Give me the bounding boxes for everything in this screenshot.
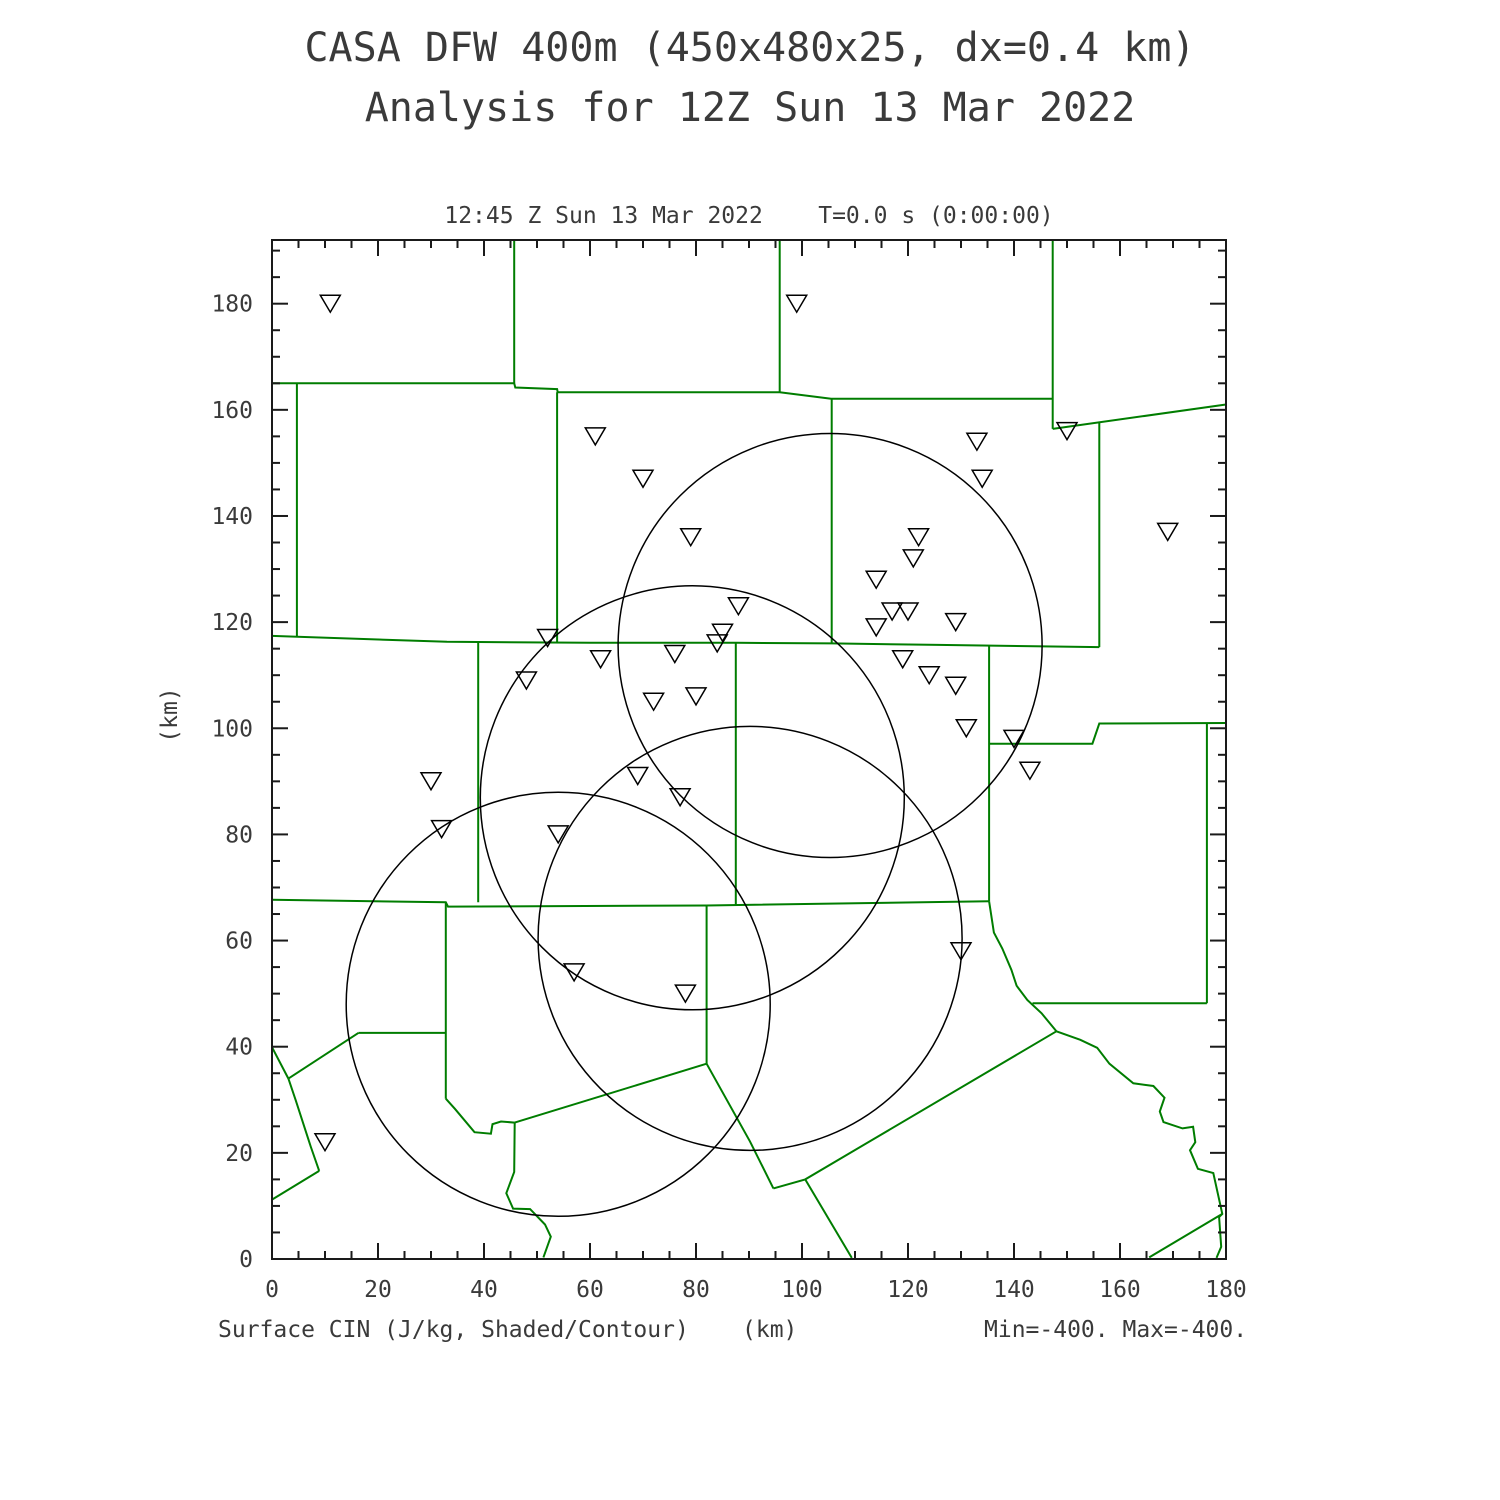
station-marker	[919, 667, 939, 684]
county-borders	[272, 240, 1226, 1258]
station-marker	[956, 720, 976, 737]
y-tick-label: 80	[225, 822, 253, 849]
county-border-line	[805, 1179, 852, 1258]
station-marker	[866, 571, 886, 588]
page-subtitle: Analysis for 12Z Sun 13 Mar 2022	[364, 85, 1136, 131]
y-tick-label: 60	[225, 928, 253, 955]
x-tick-label: 0	[265, 1277, 279, 1303]
station-marker	[686, 688, 706, 705]
y-tick-label: 160	[211, 397, 253, 424]
station-marker	[946, 677, 966, 694]
county-border-line	[288, 1033, 358, 1079]
station-marker	[633, 470, 653, 487]
station-marker	[909, 529, 929, 546]
station-marker	[591, 651, 611, 668]
y-axis-unit-label: (km)	[157, 687, 183, 743]
tick-labels	[211, 292, 1246, 1303]
station-marker	[675, 985, 695, 1002]
x-tick-label: 120	[887, 1277, 929, 1303]
plot-timestamp: 12:45 Z Sun 13 Mar 2022 T=0.0 s (0:00:00)	[444, 203, 1054, 229]
county-border-line	[272, 900, 989, 907]
radar-range-rings	[346, 434, 1042, 1217]
station-marker	[628, 768, 648, 785]
station-marker	[320, 295, 340, 312]
county-border-line	[989, 723, 1226, 744]
county-border-line	[989, 901, 1056, 1031]
county-border-line	[1149, 1214, 1222, 1258]
x-tick-label: 60	[576, 1277, 604, 1303]
y-tick-label: 0	[239, 1247, 253, 1273]
y-tick-label: 140	[211, 504, 253, 530]
county-border-line	[515, 1064, 707, 1123]
station-marker	[421, 773, 441, 790]
y-tick-label: 120	[211, 610, 253, 637]
station-marker	[665, 646, 685, 663]
station-marker	[713, 624, 733, 641]
county-border-line	[272, 1171, 319, 1200]
station-marker	[893, 651, 913, 668]
x-tick-label: 20	[364, 1277, 392, 1303]
station-marker	[681, 529, 701, 546]
station-marker	[787, 295, 807, 312]
x-tick-label: 100	[781, 1277, 823, 1303]
x-tick-label: 80	[682, 1277, 710, 1303]
station-marker	[1020, 762, 1040, 779]
county-border-line	[1056, 1031, 1222, 1258]
min-max-label: Min=-400. Max=-400.	[984, 1317, 1248, 1343]
x-tick-label: 140	[993, 1277, 1035, 1303]
county-border-line	[288, 1079, 319, 1171]
page-title: CASA DFW 400m (450x480x25, dx=0.4 km)	[304, 25, 1196, 71]
station-marker	[903, 550, 923, 567]
county-border-line	[1053, 405, 1226, 429]
station-marker	[644, 693, 664, 710]
x-axis-unit-label: (km)	[742, 1317, 798, 1343]
station-marker	[972, 470, 992, 487]
y-tick-label: 40	[225, 1034, 253, 1061]
station-marker	[946, 614, 966, 631]
station-marker	[315, 1134, 335, 1151]
y-tick-label: 100	[211, 716, 253, 743]
radar-range-ring	[480, 586, 904, 1010]
station-marker	[967, 433, 987, 450]
county-border-line	[446, 1099, 515, 1134]
station-marker	[1158, 523, 1178, 540]
x-tick-label: 160	[1099, 1277, 1141, 1303]
station-marker	[728, 598, 748, 615]
station-marker	[866, 619, 886, 636]
y-tick-label: 20	[225, 1140, 253, 1167]
x-tick-label: 40	[470, 1277, 498, 1303]
county-border-line	[707, 1064, 774, 1189]
county-border-line	[272, 383, 1053, 398]
county-border-line	[773, 1031, 1056, 1188]
station-marker	[585, 428, 605, 445]
y-tick-label: 180	[211, 291, 253, 318]
station-marker	[538, 630, 558, 647]
station-marker	[670, 789, 690, 806]
county-border-line	[506, 1123, 551, 1258]
field-description: Surface CIN (J/kg, Shaded/Contour)	[218, 1317, 689, 1343]
x-tick-label: 180	[1205, 1277, 1247, 1303]
radar-range-ring	[538, 726, 962, 1150]
